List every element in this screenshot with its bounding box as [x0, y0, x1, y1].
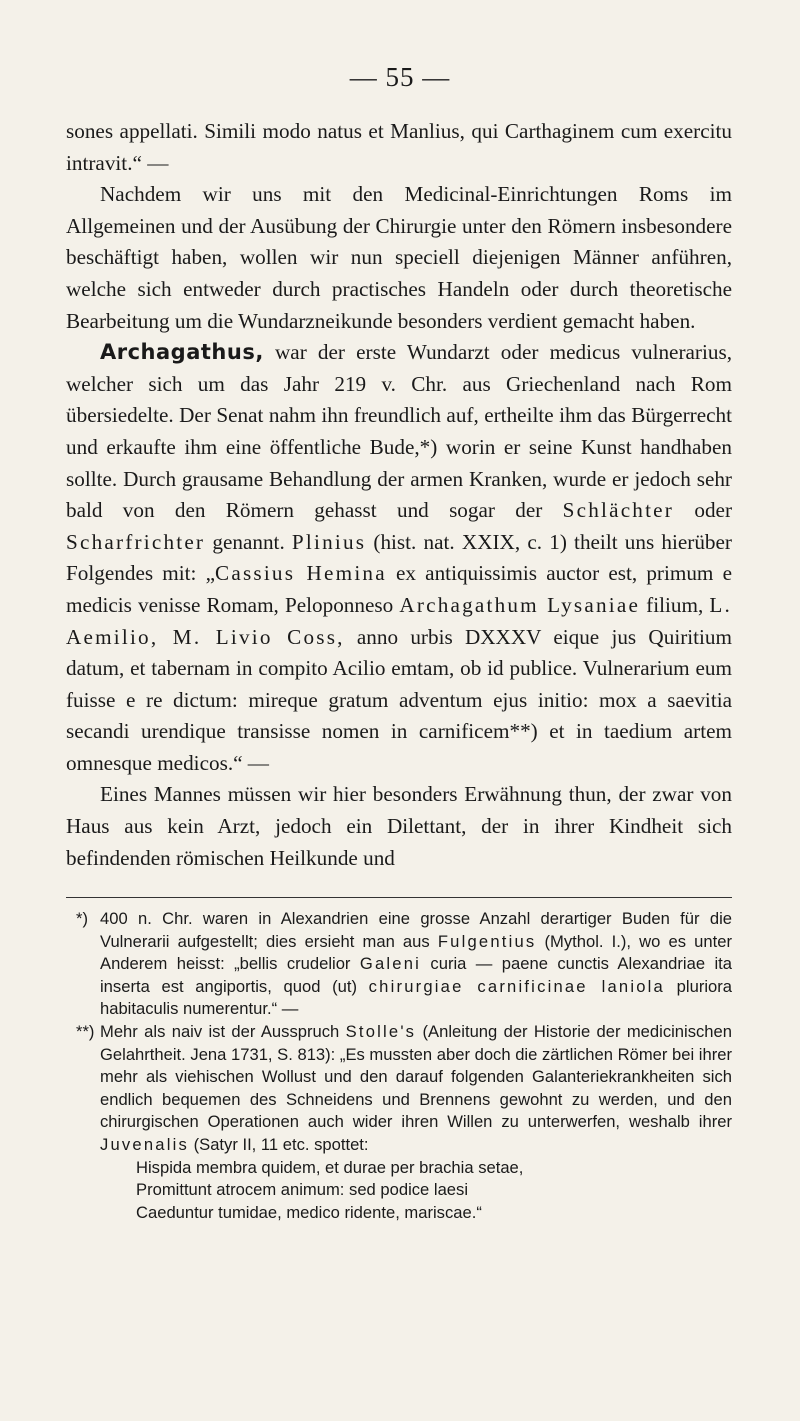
- paragraph-next: Eines Mannes müssen wir hier besonders Erwähnung thun, der zwar von Haus aus kein Arzt, jedoch ein Dilettant, der in ihrer Kindheit sich befindenden römischen Heilkunde und: [66, 782, 732, 870]
- text-run: (Satyr II, 11 etc. spottet:: [188, 1134, 369, 1154]
- paragraph-archagathus: [66, 337, 732, 779]
- spaced-name: Fulgentius: [437, 931, 537, 951]
- verse-quote: [66, 1157, 732, 1225]
- text-run: war der erste Wundarzt oder medicus vulnerarius, welcher sich um das Jahr 219 v. Chr. aus Griechenland nach Rom übersiedelte. Der Senat nahm ihn freundlich auf, ertheilte ihm das Bürgerrecht und erkaufte ihm eine öffentliche Bude,*) worin er seine Kunst handhaben sollte. Durch grausame Behandlung der armen Kranken, wurde er jedoch sehr bald von den Römern gehasst und sogar der: [66, 340, 732, 523]
- text-run: Mehr als naiv ist der Ausspruch: [100, 1021, 346, 1041]
- spaced-term: Schlächter: [562, 498, 675, 523]
- verse-line: Caeduntur tumidae, medico ridente, mariscae.“: [136, 1202, 482, 1222]
- footnote-2: [66, 1021, 732, 1157]
- spaced-term: Scharfrichter: [66, 529, 206, 554]
- text-run: filium,: [640, 592, 710, 617]
- footnote-marker: **): [76, 1021, 95, 1041]
- page-number: — 55 —: [349, 62, 451, 92]
- spaced-name: Cassius Hemina: [215, 561, 387, 586]
- verse-line: Hispida membra quidem, et durae per brachia setae,: [136, 1157, 524, 1177]
- text-run: ex antiquissimis auctor est, primum e medicis venisse Romam, Peloponneso: [66, 561, 732, 617]
- footnote-1: [66, 908, 732, 1021]
- spaced-name: L. Aemilio, M. Livio Coss,: [66, 592, 732, 649]
- spaced-name: Plinius: [291, 529, 367, 554]
- footnote-divider: [66, 897, 732, 898]
- spaced-term: chirurgiae carnificinae laniola: [368, 976, 665, 996]
- text-run: pluriora habitaculis numerentur.“ —: [100, 976, 733, 1019]
- main-text: [66, 116, 732, 874]
- text-run: 400 n. Chr. waren in Alexandrien eine grosse Anzahl derartiger Buden für die Vulnerarii aufgestellt; dies ersieht man aus: [100, 909, 732, 951]
- name-heading-archagathus: Archagathus,: [100, 340, 264, 365]
- text-run: oder: [674, 498, 732, 523]
- spaced-name: Galeni: [359, 954, 422, 974]
- spaced-name: Juvenalis: [100, 1134, 189, 1154]
- paragraph-intro: Nachdem wir uns mit den Medicinal-Einrichtungen Roms im Allgemeinen und der Ausübung der Chirurgie unter den Römern insbesondere beschäftigt haben, wollen wir nun speciell diejenigen Männer anführen, welche sich entweder durch practisches Handeln oder durch theoretische Bearbeitung um die Wundarzneikunde besonders verdient gemacht haben.: [66, 182, 732, 333]
- text-run: (Anleitung der Historie der medicinischen Gelahrtheit. Jena 1731, S. 813): „Es mussten aber doch die zärtlichen Römer bei ihrer mehr als viehischen Wollust und den darauf folgenden Galanteriekrankheiten sich endlich bequemen des Schneidens und Brennens gewohnt zu werden, und den chirurgischen Operationen auch wider ihren Willen zu unterwerfen, weshalb ihrer: [100, 1021, 732, 1132]
- footnote-marker: *): [76, 909, 88, 928]
- text-run: curia — paene cunctis Alexandriae ita inserta est angiportis, quod (ut): [100, 954, 732, 996]
- footnotes: [66, 908, 732, 1224]
- verse-line: Promittunt atrocem animum: sed podice laesi: [136, 1180, 469, 1200]
- spaced-name: Archagathum Lysaniae: [399, 592, 641, 617]
- paragraph-continuation: sones appellati. Simili modo natus et Manlius, qui Carthaginem cum exercitu intravit.“ —: [66, 119, 732, 175]
- spaced-name: Stolle's: [345, 1021, 417, 1041]
- text-run: anno urbis DXXXV eique jus Quiritium datum, et tabernam in compito Acilio emtam, ob id publice. Vulnerarium eum fuisse e re dictum: mireque gratum adventum ejus initio: mox a saevitia secandi urendique transisse nomen in carnificem**) et in taedium artem omnesque medicos.“ —: [66, 624, 732, 775]
- text-run: (Mythol. I.), wo es unter Anderem heisst: „bellis crudelior: [100, 931, 732, 974]
- text-run: genannt.: [205, 529, 292, 554]
- text-run: (hist. nat. XXIX, c. 1) theilt uns hierüber Folgendes mit: „: [66, 529, 732, 586]
